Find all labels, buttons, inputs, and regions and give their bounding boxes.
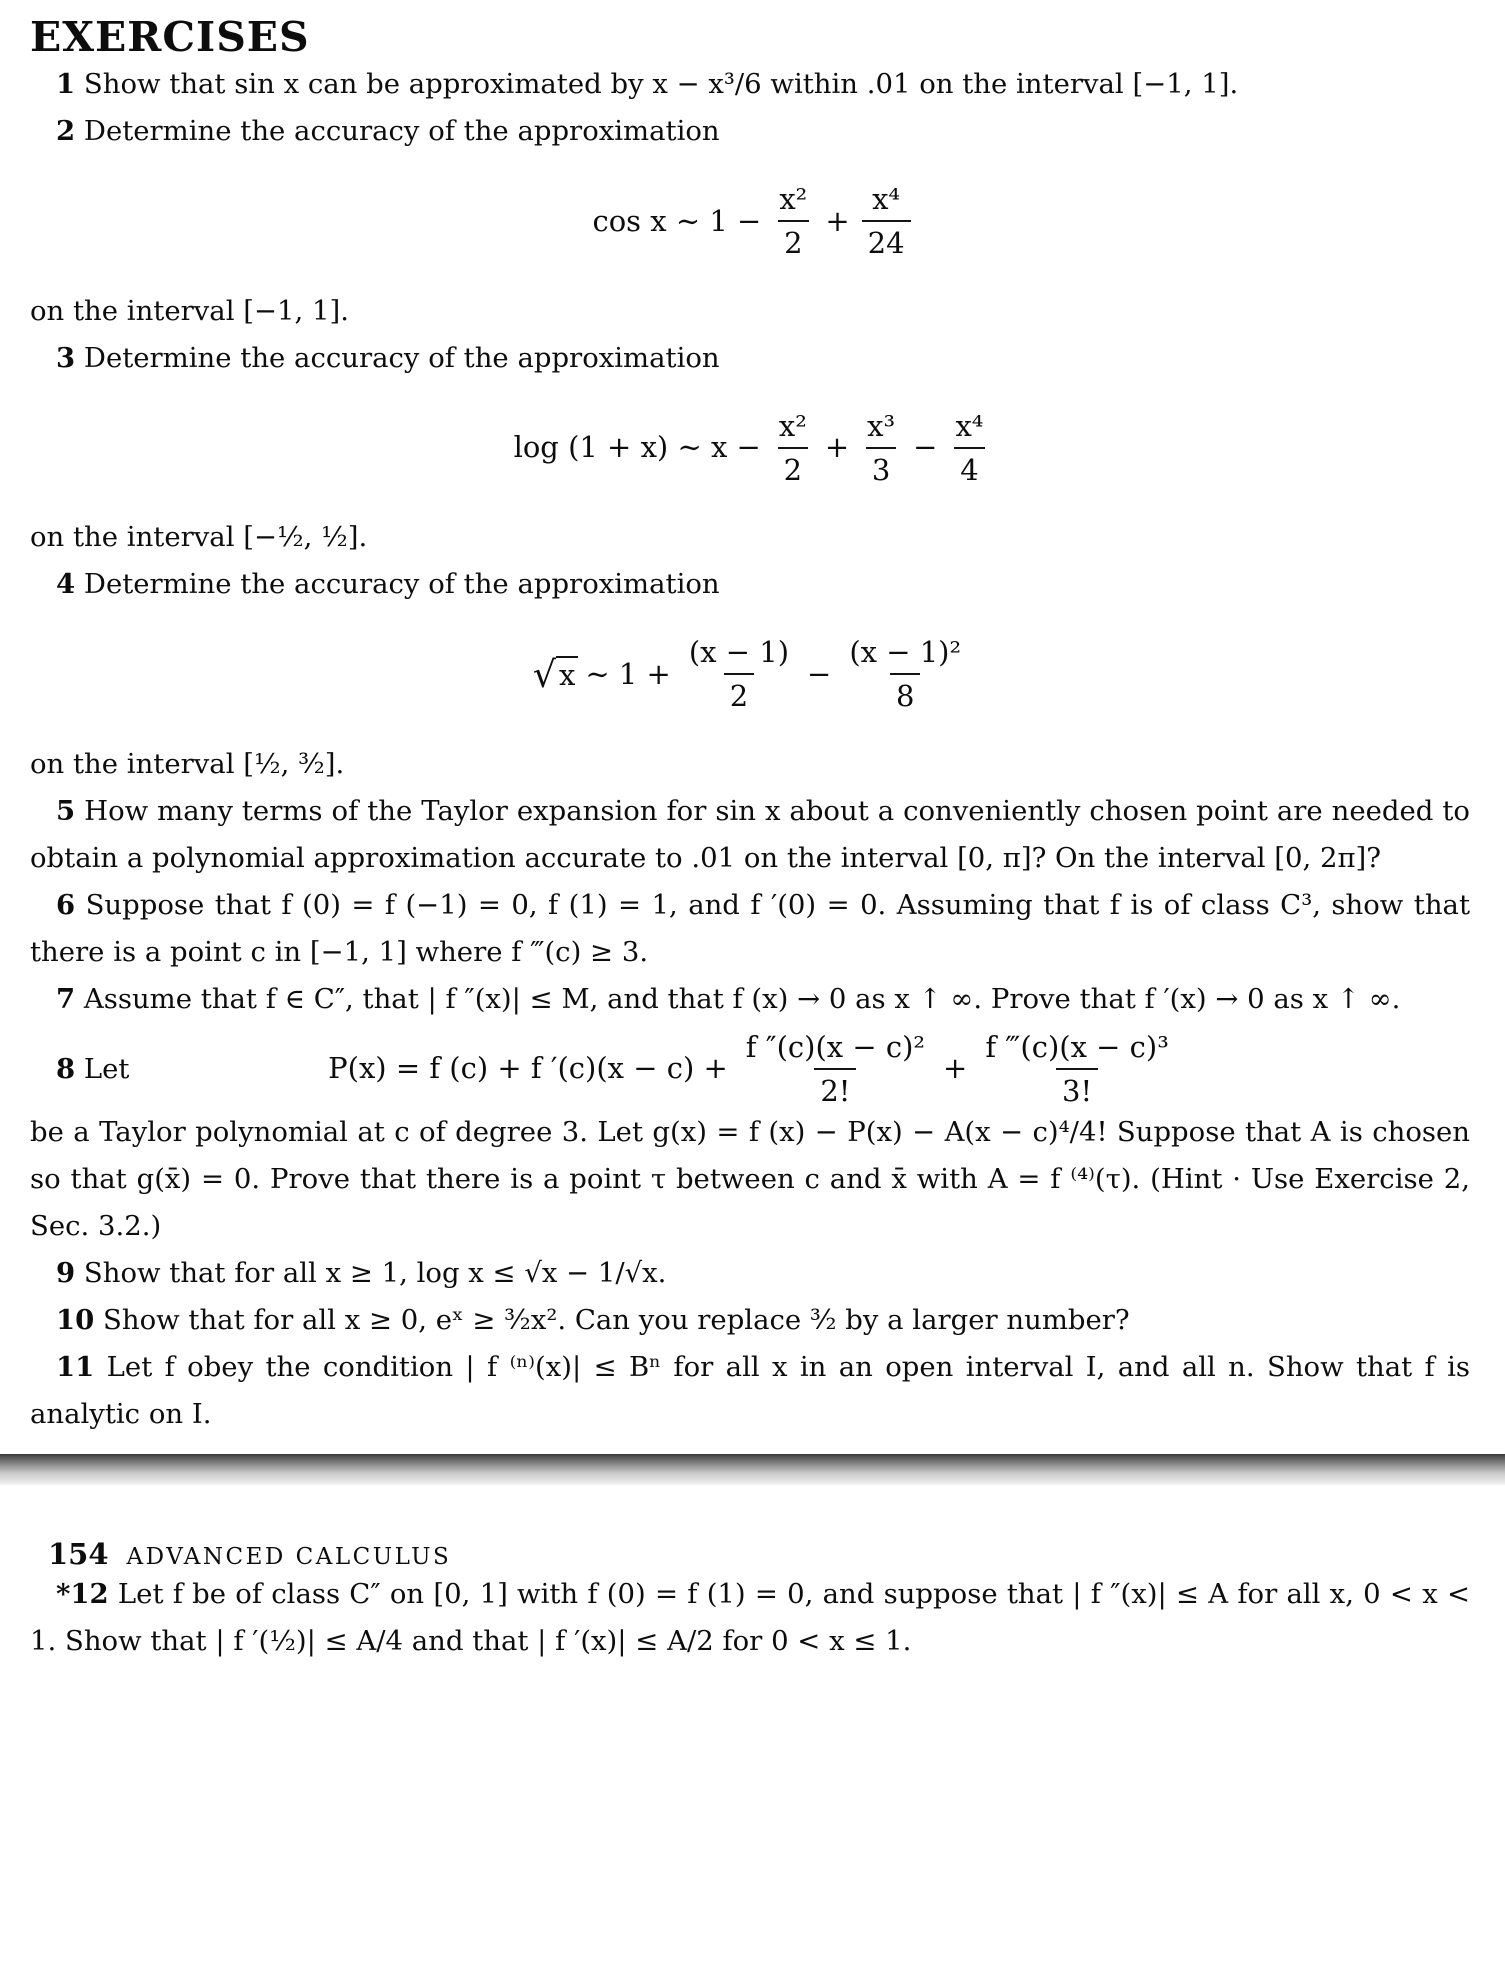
fraction: $\frac{\text{x²}}{2}$ <box>779 182 808 261</box>
exercise-11-number: 11 <box>56 1351 95 1383</box>
exercise-2 <box>30 108 1470 155</box>
book-title: ADVANCED CALCULUS <box>126 1544 452 1570</box>
exercise-5 <box>30 788 1470 882</box>
fraction: $\frac{\text{(x − 1)²}}{8}$ <box>849 635 962 714</box>
operator: + <box>824 430 850 465</box>
exercise-1 <box>30 61 1470 108</box>
exercise-8-text: be a Taylor polynomial at c of degree 3. Let g(x) = f (x) − P(x) − A(x − c)⁴/4! Suppose that A is chosen so that g(x̄) = 0. Prove that there is a point τ between c and x̄ with A = f ⁽⁴⁾(τ). (Hint · Use Exercise 2, Sec. 3.2.) <box>30 1116 1470 1242</box>
exercise-8-label <box>56 1053 129 1085</box>
operator: + <box>943 1051 968 1086</box>
fraction: $\frac{\text{x³}}{3}$ <box>867 408 896 487</box>
radical: √ x <box>533 653 578 697</box>
exercise-12 <box>30 1571 1470 1665</box>
exercise-6-number: 6 <box>56 888 76 921</box>
exercise-3-interval: on the interval [−½, ½]. <box>30 521 368 553</box>
operator: − <box>807 656 832 691</box>
exercise-9 <box>30 1250 1470 1297</box>
exercise-2-interval: on the interval [−1, 1]. <box>30 294 349 327</box>
exercise-2-text: Determine the accuracy of the approximation <box>83 115 720 147</box>
exercise-3-text: Determine the accuracy of the approximation <box>83 341 720 374</box>
fraction: $\frac{\text{x⁴}}{4}$ <box>955 408 984 487</box>
exercise-4 <box>30 561 1470 608</box>
section-heading: EXERCISES <box>30 13 310 61</box>
fraction: $\frac{\text{x²}}{2}$ <box>778 408 807 487</box>
exercise-9-number: 9 <box>56 1257 76 1289</box>
exercise-6 <box>30 882 1470 976</box>
exercise-5-number: 5 <box>56 794 76 827</box>
exercise-2-number: 2 <box>56 115 76 147</box>
exercise-10 <box>30 1297 1470 1344</box>
formula-lead: log (1 + x) ∼ x − <box>513 430 761 465</box>
page-break-shadow <box>0 1454 1505 1485</box>
running-header <box>48 1537 1505 1571</box>
exercise-12-text: Let f be of class C″ on [0, 1] with f (0) = f (1) = 0, and suppose that | f ″(x)| ≤ A for all x, 0 < x < 1. Show that | f ′(½)| ≤ A/4 and that | f ′(x)| ≤ A/2 for 0 < x ≤ 1. <box>30 1578 1470 1657</box>
exercise-7-text: Assume that f ∈ C″, that | f ″(x)| ≤ M, and that f (x) → 0 as x ↑ ∞. Prove that f ′(x) → 0 as x ↑ ∞. <box>83 982 1401 1015</box>
exercise-7 <box>30 976 1470 1023</box>
exercise-8-formula-row <box>0 1029 1505 1110</box>
exercise-10-number: 10 <box>56 1304 95 1336</box>
exercise-3-number: 3 <box>56 341 76 374</box>
exercise-7-number: 7 <box>56 982 76 1015</box>
fraction: $\frac{\text{f ″(c)(x − c)²}}{2!}$ <box>745 1029 926 1108</box>
fraction: $\frac{(x - 1)}{2}$ <box>688 635 790 714</box>
operator: − <box>913 430 938 465</box>
exercise-4-text: Determine the accuracy of the approximation <box>83 568 720 600</box>
exercise-8-number: 8 <box>56 1052 76 1085</box>
formula-sqrt-approximation <box>0 634 1505 715</box>
exercise-4-number: 4 <box>56 568 76 600</box>
radical-sign: √ <box>532 652 556 696</box>
exercise-5-text: How many terms of the Taylor expansion for sin x about a conveniently chosen point are needed to obtain a polynomial approximation accurate to .01 on the interval [0, π]? On the interval [0, 2π]? <box>30 794 1470 874</box>
fraction: $\frac{\text{f ‴(c)(x − c)³}}{3!}$ <box>985 1029 1169 1108</box>
exercise-3 <box>30 335 1470 382</box>
page-number: 154 <box>48 1537 109 1571</box>
fraction: $\frac{\text{x⁴}}{24}$ <box>862 181 911 262</box>
operator: + <box>825 203 850 238</box>
exercise-11 <box>30 1344 1470 1438</box>
exercise-12-number: *12 <box>56 1578 109 1610</box>
exercise-9-text: Show that for all x ≥ 1, log x ≤ √x − 1/√x. <box>83 1257 667 1289</box>
exercise-8-let: Let <box>83 1052 130 1085</box>
formula-log-approximation <box>0 408 1505 489</box>
exercise-4-interval: on the interval [½, ³⁄₂]. <box>30 747 345 780</box>
formula-taylor-polynomial <box>0 1029 1505 1110</box>
formula-lead: cos x ∼ 1 − <box>592 203 762 238</box>
exercise-6-text: Suppose that f (0) = f (−1) = 0, f (1) = 1, and f ′(0) = 0. Assuming that f is of class C³, show that there is a point c in [−1, 1] where f ‴(c) ≥ 3. <box>30 888 1470 968</box>
exercise-10-text: Show that for all x ≥ 0, eˣ ≥ ³⁄₂x². Can you replace ³⁄₂ by a larger number? <box>103 1304 1130 1336</box>
formula-cos-approximation <box>0 181 1505 262</box>
formula-lead: P(x) = f (c) + f ′(c)(x − c) + <box>328 1051 728 1086</box>
exercise-1-text: Show that sin x can be approximated by x − x³/6 within .01 on the interval [−1, 1]. <box>83 68 1239 100</box>
exercise-1-number: 1 <box>56 68 76 100</box>
exercise-11-text: Let f obey the condition | f ⁽ⁿ⁾(x)| ≤ Bⁿ for all x in an open interval I, and all n. Show that f is analytic on I. <box>30 1351 1470 1430</box>
formula-lead: ∼ 1 + <box>585 656 671 691</box>
